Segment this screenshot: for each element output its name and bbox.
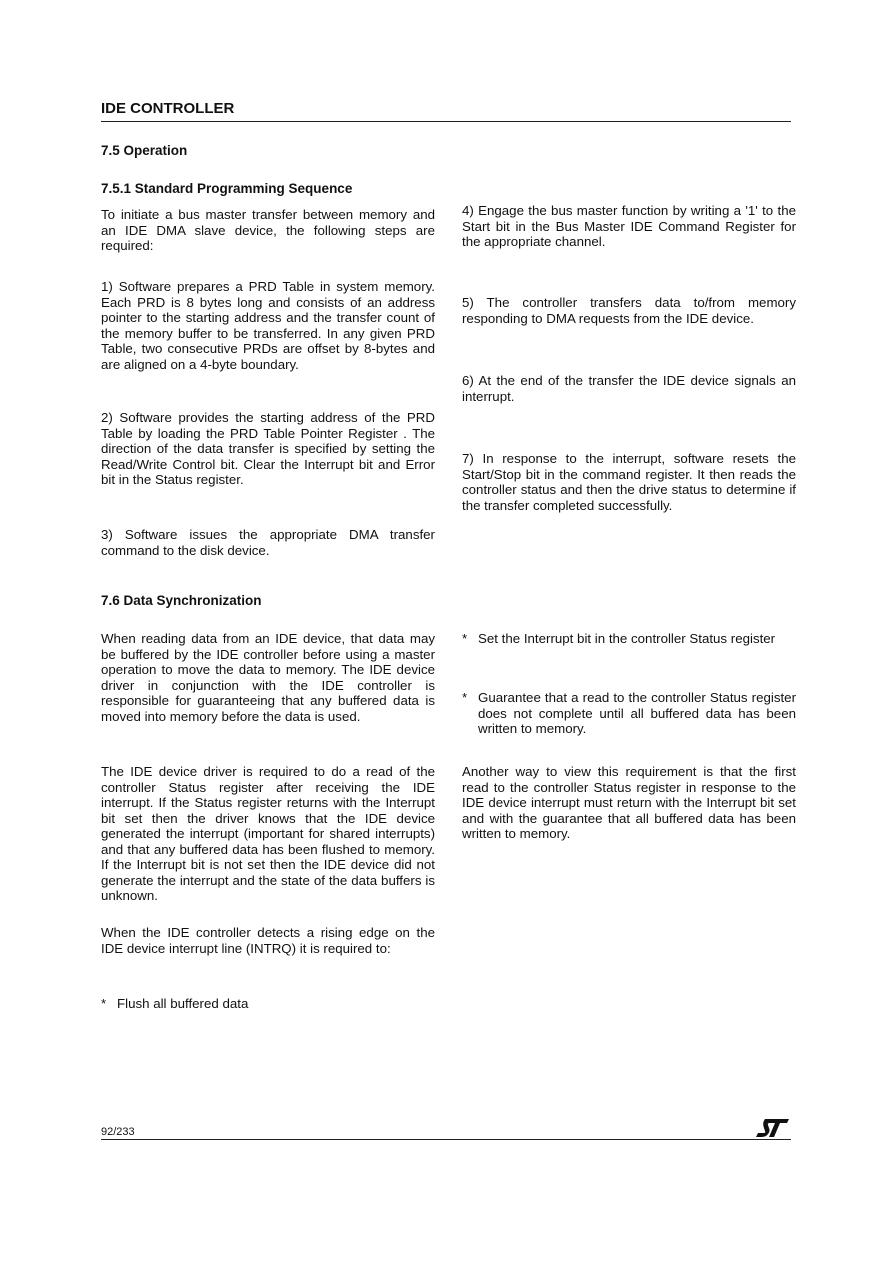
bullet-text: Guarantee that a read to the controller Status register does not complete until all buffered data has been written to memory.: [478, 690, 796, 736]
section-heading-7-5-1: 7.5.1 Standard Programming Sequence: [101, 181, 353, 196]
bullet-marker: *: [101, 996, 107, 1011]
step-7-paragraph: 7) In response to the interrupt, software resets the Start/Stop bit in the command register. It then reads the controller status and then the drive status to determine if the transfer completed successfully.: [462, 451, 796, 513]
step-1-paragraph: 1) Software prepares a PRD Table in system memory. Each PRD is 8 bytes long and consists of an address pointer to the starting address and the transfer count of the memory buffer to be transferred. In any given PRD Table, two consecutive PRDs are offset by 8-bytes and are aligned on a 4-byte boundary.: [101, 279, 435, 372]
page-number: 92/233: [101, 1126, 135, 1138]
step-2-paragraph: 2) Software provides the starting address of the PRD Table by loading the PRD Table Pointer Register . The direction of the data transfer is specified by setting the Read/Write Control bit. Clear the Interrupt bit and Error bit in the Status register.: [101, 410, 435, 487]
bullet-text: Set the Interrupt bit in the controller Status register: [478, 631, 776, 646]
step-4-paragraph: 4) Engage the bus master function by writing a '1' to the Start bit in the Bus Master IDE Command Register for the appropriate channel.: [462, 203, 796, 249]
header-divider: [101, 121, 791, 122]
bullet-marker: *: [462, 690, 468, 705]
footer-divider: [101, 1139, 791, 1140]
sync-paragraph-4: Another way to view this requirement is that the first read to the controller Status register in response to the IDE device interrupt must return with the Interrupt bit set and with the guarantee that all buffered data has been written to memory.: [462, 764, 796, 841]
bullet-item-flush: [101, 996, 435, 1014]
sync-paragraph-2: The IDE device driver is required to do a read of the controller Status register after receiving the IDE interrupt. If the Status register returns with the Interrupt bit set then the driver knows that the IDE device generated the interrupt (important for shared interrupts) and that any buffered data has been flushed to memory. If the Interrupt bit is not set then the IDE device did not generate the interrupt and the state of the data buffers is unknown.: [101, 764, 435, 903]
st-logo-icon: [756, 1117, 790, 1139]
bullet-item-guarantee: [462, 690, 796, 740]
sync-paragraph-3: When the IDE controller detects a rising edge on the IDE device interrupt line (INTRQ) it is required to:: [101, 925, 435, 956]
intro-paragraph: To initiate a bus master transfer between memory and an IDE DMA slave device, the following steps are required:: [101, 207, 435, 253]
section-heading-7-6: 7.6 Data Synchronization: [101, 593, 262, 608]
step-6-paragraph: 6) At the end of the transfer the IDE device signals an interrupt.: [462, 373, 796, 404]
running-header-title: IDE CONTROLLER: [101, 100, 235, 117]
section-heading-7-5: 7.5 Operation: [101, 143, 188, 158]
sync-paragraph-1: When reading data from an IDE device, that data may be buffered by the IDE controller before using a master operation to move the data to memory. The IDE device driver in conjunction with the IDE controller is responsible for guaranteeing that any buffered data is moved into memory before the data is used.: [101, 631, 435, 724]
bullet-item-set-interrupt: [462, 631, 796, 665]
step-3-paragraph: 3) Software issues the appropriate DMA transfer command to the disk device.: [101, 527, 435, 558]
step-5-paragraph: 5) The controller transfers data to/from memory responding to DMA requests from the IDE device.: [462, 295, 796, 326]
bullet-marker: *: [462, 631, 468, 646]
bullet-text: Flush all buffered data: [117, 996, 249, 1011]
